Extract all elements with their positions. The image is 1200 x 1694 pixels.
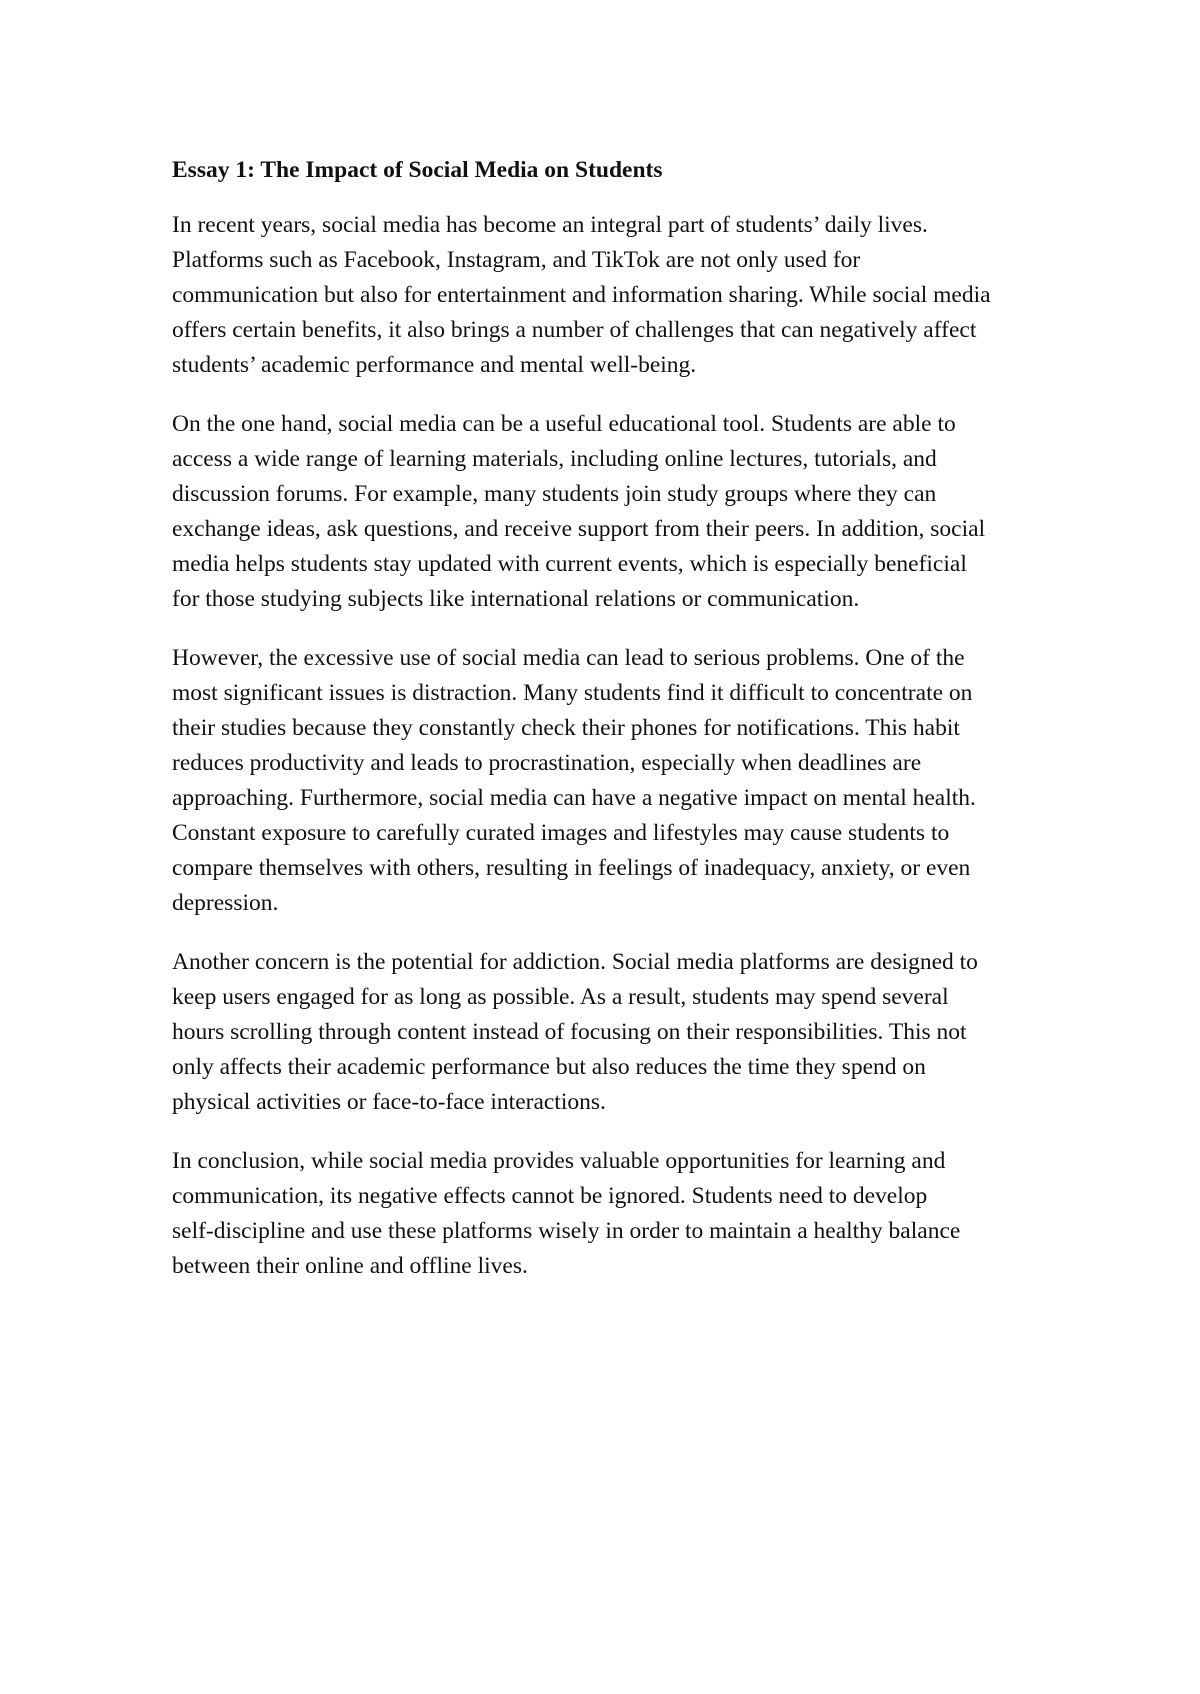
paragraph-line: Constant exposure to carefully curated images and lifestyles may cause students to [172, 820, 950, 846]
paragraph-line: hours scrolling through content instead of focusing on their responsibilities. This not [172, 1019, 967, 1045]
paragraph-line: their studies because they constantly check their phones for notifications. This habit [172, 715, 960, 741]
paragraph-line: communication, its negative effects cannot be ignored. Students need to develop [172, 1183, 928, 1209]
essay-paragraph [172, 1144, 1102, 1284]
paragraph-line: media helps students stay updated with current events, which is especially beneficial [172, 551, 967, 577]
essay-paragraphs [172, 208, 1102, 1284]
paragraph-line: In conclusion, while social media provides valuable opportunities for learning and [172, 1148, 946, 1174]
paragraph-line: most significant issues is distraction. Many students find it difficult to concentrate on [172, 680, 973, 706]
paragraph-line: exchange ideas, ask questions, and receive support from their peers. In addition, social [172, 516, 986, 542]
paragraph-line: depression. [172, 890, 279, 916]
paragraph-line: communication but also for entertainment and information sharing. While social media [172, 282, 991, 308]
essay-paragraph [172, 407, 1102, 617]
paragraph-line: approaching. Furthermore, social media can have a negative impact on mental health. [172, 785, 976, 811]
paragraph-line: In recent years, social media has become an integral part of students’ daily lives. [172, 212, 928, 238]
paragraph-line: students’ academic performance and mental well-being. [172, 352, 697, 378]
paragraph-line: access a wide range of learning materials, including online lectures, tutorials, and [172, 446, 937, 472]
paragraph-line: between their online and offline lives. [172, 1253, 528, 1279]
essay-paragraph [172, 641, 1102, 921]
paragraph-line: reduces productivity and leads to procrastination, especially when deadlines are [172, 750, 922, 776]
paragraph-line: On the one hand, social media can be a useful educational tool. Students are able to [172, 411, 956, 437]
essay-body [172, 153, 1102, 1308]
paragraph-line: Platforms such as Facebook, Instagram, and TikTok are not only used for [172, 247, 861, 273]
paragraph-line: compare themselves with others, resulting in feelings of inadequacy, anxiety, or even [172, 855, 971, 881]
paragraph-line: Another concern is the potential for addiction. Social media platforms are designed to [172, 949, 978, 975]
paragraph-line: for those studying subjects like international relations or communication. [172, 586, 860, 612]
paragraph-line: self-discipline and use these platforms wisely in order to maintain a healthy balance [172, 1218, 961, 1244]
essay-paragraph [172, 208, 1102, 383]
paragraph-line: physical activities or face-to-face interactions. [172, 1089, 606, 1115]
paragraph-line: only affects their academic performance but also reduces the time they spend on [172, 1054, 926, 1080]
paragraph-line: However, the excessive use of social media can lead to serious problems. One of the [172, 645, 965, 671]
essay-paragraph [172, 945, 1102, 1120]
paragraph-line: keep users engaged for as long as possible. As a result, students may spend several [172, 984, 949, 1010]
essay-title: Essay 1: The Impact of Social Media on Students [172, 157, 663, 183]
paragraph-line: offers certain benefits, it also brings a number of challenges that can negatively affect [172, 317, 977, 343]
paragraph-line: discussion forums. For example, many students join study groups where they can [172, 481, 937, 507]
